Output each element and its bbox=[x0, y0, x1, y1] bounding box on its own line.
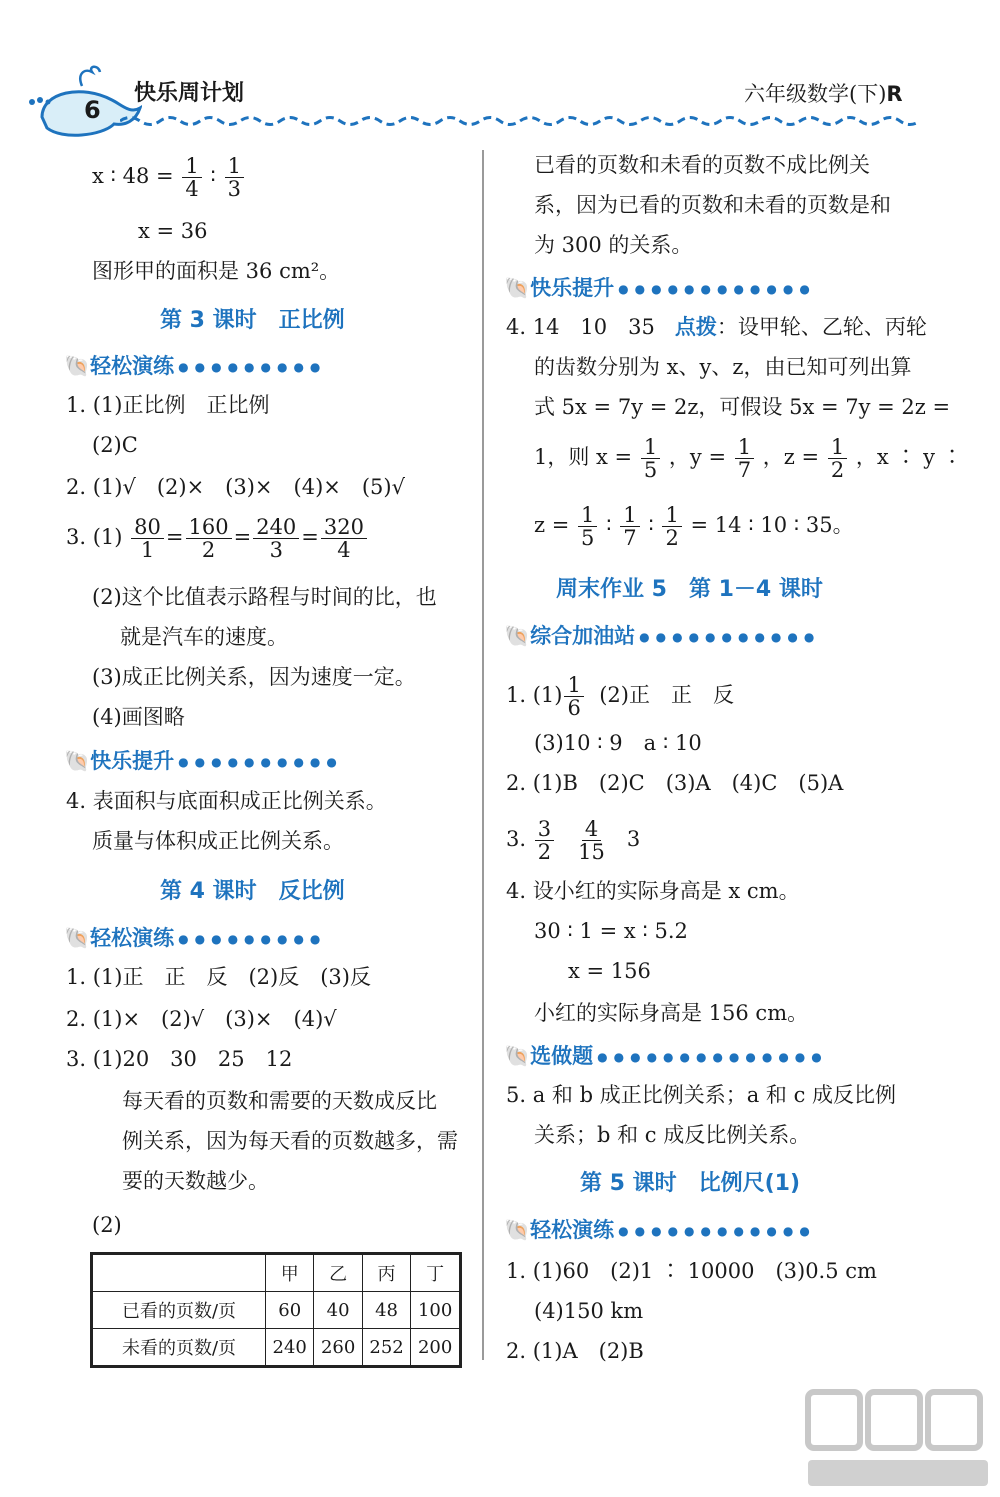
ratio-sign: ∶ bbox=[606, 513, 612, 537]
denominator: 2 bbox=[537, 840, 552, 864]
l4-q3-2: (2) bbox=[92, 1213, 122, 1237]
l5-q1b: (4)150 km bbox=[534, 1299, 644, 1323]
denominator: 2 bbox=[665, 526, 679, 550]
r-q4-line5 bbox=[534, 504, 854, 549]
l4-q3: 3. (1)20 30 25 12 bbox=[66, 1047, 293, 1071]
fraction bbox=[662, 504, 681, 549]
fraction bbox=[131, 516, 164, 561]
fraction bbox=[253, 516, 299, 561]
denominator: 3 bbox=[269, 538, 283, 562]
denominator: 2 bbox=[201, 538, 216, 562]
shell-icon: 🐚 bbox=[504, 1044, 531, 1068]
denominator: 4 bbox=[337, 538, 351, 562]
l5-q1a: 1. (1)60 (2)1 ∶ 10000 (3)0.5 cm bbox=[506, 1259, 877, 1283]
whale-icon bbox=[22, 62, 142, 144]
equals-sign: = bbox=[301, 525, 319, 549]
section-label: 轻松演练 bbox=[530, 1218, 615, 1242]
l4-q1: 1. (1)正 正 反 (2)反 (3)反 bbox=[66, 965, 371, 989]
hint-label: 点拨 bbox=[674, 315, 717, 339]
section-optional bbox=[504, 1040, 828, 1070]
subject-text: 六年级数学(下) bbox=[744, 82, 887, 106]
section-label: 快乐提升 bbox=[530, 276, 615, 300]
l3-q3-4: (4)画图略 bbox=[92, 705, 185, 729]
book-title: 快乐周计划 bbox=[134, 81, 245, 106]
l3-q3-2a: (2)这个比值表示路程与时间的比，也 bbox=[92, 585, 437, 609]
fraction bbox=[564, 674, 583, 719]
l5-q2: 2. (1)A (2)B bbox=[506, 1339, 644, 1363]
q4-z: ，z = bbox=[762, 445, 820, 469]
section-easy-practice-1 bbox=[64, 350, 326, 380]
fraction bbox=[225, 155, 244, 200]
numerator: 1 bbox=[225, 155, 244, 178]
shell-icon: 🐚 bbox=[64, 926, 91, 950]
ratio-sign: ∶ bbox=[648, 513, 654, 537]
section-label: 综合加油站 bbox=[530, 624, 636, 648]
r-text-3: 为 300 的关系。 bbox=[534, 233, 693, 257]
numerator: 3 bbox=[535, 818, 554, 841]
shell-icon: 🐚 bbox=[504, 1218, 531, 1242]
l3-q4b: 质量与体积成正比例关系。 bbox=[92, 829, 344, 853]
shell-icon: 🐚 bbox=[504, 276, 531, 300]
w-q1 bbox=[506, 674, 734, 719]
lesson-5-title: 第 5 课时 比例尺(1) bbox=[580, 1171, 801, 1196]
denominator: 7 bbox=[623, 526, 637, 550]
section-easy-practice-2 bbox=[64, 922, 326, 952]
l3-q3-2b: 就是汽车的速度。 bbox=[120, 625, 288, 649]
section-happy-up-1 bbox=[64, 745, 343, 775]
table-cell: 48 bbox=[362, 1292, 410, 1329]
denominator: 2 bbox=[830, 458, 845, 482]
numerator: 4 bbox=[582, 818, 601, 841]
r-q4-line2: 的齿数分别为 x、y、z，由已知可列出算 bbox=[534, 355, 912, 379]
denominator: 15 bbox=[578, 840, 605, 864]
table-row-label: 未看的页数/页 bbox=[92, 1329, 266, 1367]
l3-q4a: 4. 表面积与底面积成正比例关系。 bbox=[66, 789, 387, 813]
watermark-stamp-icon bbox=[800, 1382, 995, 1494]
equals-sign: = bbox=[165, 525, 184, 549]
l4-q3-tb: 例关系，因为每天看的页数越多，需 bbox=[122, 1129, 458, 1153]
fraction bbox=[828, 436, 847, 481]
section-label: 轻松演练 bbox=[90, 926, 175, 950]
table-header: 丁 bbox=[411, 1254, 461, 1292]
table-cell: 252 bbox=[362, 1329, 410, 1367]
fraction bbox=[641, 436, 660, 481]
numerator: 1 bbox=[620, 504, 639, 527]
w-q1-3: (3)10 ∶ 9 a ∶ 10 bbox=[534, 731, 702, 755]
q3-prefix: 3. (1) bbox=[66, 525, 123, 549]
denominator: 3 bbox=[227, 177, 241, 201]
q4-text: ：设甲轮、乙轮、丙轮 bbox=[716, 315, 927, 339]
l3-q3-3: (3)成正比例关系，因为速度一定。 bbox=[92, 665, 416, 689]
table-header: 丙 bbox=[362, 1254, 410, 1292]
w-q4c: x = 156 bbox=[568, 959, 651, 983]
section-dots: ●●●●●●●●●●●● bbox=[618, 1224, 816, 1238]
table-cell: 40 bbox=[314, 1292, 362, 1329]
denominator: 1 bbox=[140, 538, 155, 562]
numerator: 1 bbox=[564, 674, 583, 697]
fraction bbox=[535, 818, 554, 863]
area-answer: 图形甲的面积是 36 cm²。 bbox=[92, 259, 341, 283]
column-divider bbox=[482, 150, 484, 1360]
shell-icon: 🐚 bbox=[64, 749, 91, 773]
section-happy-up-2 bbox=[504, 272, 816, 302]
fraction bbox=[578, 818, 605, 863]
section-dots: ●●●●●●●●●●● bbox=[639, 630, 821, 644]
numerator: 1 bbox=[578, 504, 597, 527]
fraction bbox=[186, 516, 232, 561]
denominator: 5 bbox=[643, 458, 658, 482]
pages-table bbox=[90, 1252, 462, 1368]
r-text-1: 已看的页数和未看的页数不成比例关 bbox=[534, 153, 870, 177]
table-cell: 240 bbox=[266, 1329, 314, 1367]
denominator: 7 bbox=[737, 458, 752, 482]
w-q3 bbox=[506, 818, 640, 863]
l3-q3 bbox=[66, 516, 369, 561]
fraction bbox=[578, 504, 597, 549]
fraction bbox=[735, 436, 754, 481]
l4-q3-tc: 要的天数越少。 bbox=[122, 1169, 269, 1193]
w-q4b: 30 ∶ 1 = x ∶ 5.2 bbox=[534, 919, 688, 943]
section-label: 选做题 bbox=[530, 1044, 594, 1068]
weekend-homework-title: 周末作业 5 第 1－4 课时 bbox=[556, 577, 823, 602]
shell-icon: 🐚 bbox=[64, 354, 91, 378]
section-label: 快乐提升 bbox=[90, 749, 175, 773]
q4-result: = 14 ∶ 10 ∶ 35。 bbox=[690, 513, 854, 537]
r-q4-line4 bbox=[534, 436, 963, 481]
edition-text: R bbox=[886, 82, 903, 106]
q4-y: ，y = bbox=[668, 445, 727, 469]
fraction bbox=[321, 516, 367, 561]
w-q2: 2. (1)B (2)C (3)A (4)C (5)A bbox=[506, 771, 844, 795]
header-dashed-line bbox=[120, 112, 935, 130]
section-dots: ●●●●●●●●● bbox=[178, 360, 327, 374]
equation-2: x = 36 bbox=[138, 219, 208, 243]
denominator: 4 bbox=[185, 177, 199, 201]
r-text-2: 系，因为已看的页数和未看的页数是和 bbox=[534, 193, 891, 217]
w-q1-rest: (2)正 正 反 bbox=[599, 683, 734, 707]
table-cell bbox=[92, 1254, 266, 1292]
r-q4-line1 bbox=[506, 314, 927, 340]
table-header: 甲 bbox=[266, 1254, 314, 1292]
table-row bbox=[92, 1329, 461, 1367]
table-row bbox=[92, 1292, 461, 1329]
w-q5a: 5. a 和 b 成正比例关系；a 和 c 成反比例 bbox=[506, 1083, 897, 1107]
q4-ratio: ，x ∶ y ∶ bbox=[855, 445, 963, 469]
subject-label bbox=[744, 78, 903, 108]
eq1-lhs: x ∶ 48 = bbox=[92, 164, 174, 188]
shell-icon: 🐚 bbox=[504, 624, 531, 648]
q4-z-prefix: z = bbox=[534, 513, 570, 537]
numerator: 1 bbox=[828, 436, 847, 459]
numerator: 240 bbox=[253, 516, 299, 539]
page-number: 6 bbox=[84, 96, 101, 124]
l4-q3-ta: 每天看的页数和需要的天数成反比 bbox=[122, 1089, 437, 1113]
section-easy-practice-3 bbox=[504, 1214, 816, 1244]
fraction bbox=[182, 155, 201, 200]
w-q4a: 4. 设小红的实际身高是 x cm。 bbox=[506, 879, 800, 903]
table-header: 乙 bbox=[314, 1254, 362, 1292]
numerator: 1 bbox=[662, 504, 681, 527]
table-cell: 60 bbox=[266, 1292, 314, 1329]
numerator: 160 bbox=[186, 516, 232, 539]
ratio-sign: ∶ bbox=[210, 164, 216, 188]
numerator: 320 bbox=[321, 516, 367, 539]
numerator: 1 bbox=[641, 436, 660, 459]
numerator: 1 bbox=[182, 155, 201, 178]
numerator: 1 bbox=[735, 436, 754, 459]
equation-1 bbox=[92, 155, 246, 200]
section-dots: ●●●●●●●●●●●● bbox=[618, 282, 816, 296]
q4-answers: 4. 14 10 35 bbox=[506, 315, 655, 339]
table-cell: 100 bbox=[411, 1292, 461, 1329]
fraction bbox=[620, 504, 639, 549]
l4-q2: 2. (1)× (2)√ (3)× (4)√ bbox=[66, 1007, 337, 1031]
denominator: 5 bbox=[581, 526, 595, 550]
section-comprehensive bbox=[504, 620, 820, 650]
l3-q1a: 1. (1)正比例 正比例 bbox=[66, 393, 270, 417]
equals-sign: = bbox=[233, 525, 252, 549]
r-q4-line3: 式 5x = 7y = 2z，可假设 5x = 7y = 2z = bbox=[534, 395, 951, 419]
section-dots: ●●●●●●●●●●●●●● bbox=[597, 1050, 828, 1064]
w-q5b: 关系；b 和 c 成反比例关系。 bbox=[534, 1123, 811, 1147]
table-row-label: 已看的页数/页 bbox=[92, 1292, 266, 1329]
denominator: 6 bbox=[567, 696, 581, 720]
section-dots: ●●●●●●●●●● bbox=[178, 755, 343, 769]
section-label: 轻松演练 bbox=[90, 354, 175, 378]
section-dots: ●●●●●●●●● bbox=[178, 932, 327, 946]
w-q4d: 小红的实际身高是 156 cm。 bbox=[534, 1001, 809, 1025]
w-q3-prefix: 3. bbox=[506, 827, 527, 851]
l3-q2: 2. (1)√ (2)× (3)× (4)× (5)√ bbox=[66, 475, 405, 499]
w-q1-prefix: 1. (1) bbox=[506, 683, 563, 707]
table-cell: 260 bbox=[314, 1329, 362, 1367]
lesson-3-title: 第 3 课时 正比例 bbox=[160, 308, 345, 333]
table-row bbox=[92, 1254, 461, 1292]
numerator: 80 bbox=[131, 516, 164, 539]
table-cell: 200 bbox=[411, 1329, 461, 1367]
w-q3-third: 3 bbox=[626, 827, 641, 851]
l3-q1b: (2)C bbox=[92, 433, 138, 457]
lesson-4-title: 第 4 课时 反比例 bbox=[160, 879, 345, 904]
q4-prefix: 1，则 x = bbox=[534, 445, 633, 469]
